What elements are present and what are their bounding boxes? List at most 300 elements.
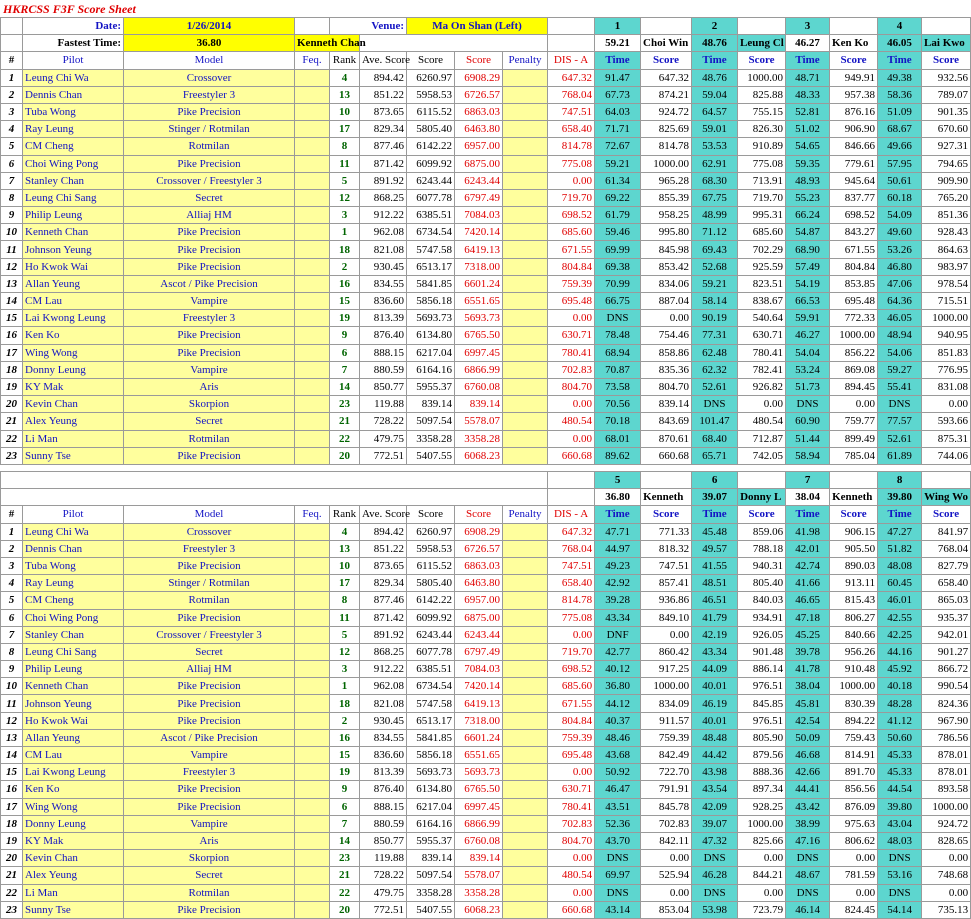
round-time: 59.35 [786,155,830,172]
pilot-number: 19 [1,378,23,395]
round-score: 879.56 [738,747,786,764]
round-best-time: 46.05 [878,35,922,52]
pilot-dis-a: 719.70 [548,189,595,206]
pilot-name: Leung Chi Wa [23,69,124,86]
pilot-model: Pike Precision [124,258,295,275]
round-time: DNS [595,310,641,327]
pilot-score-total: 6726.57 [455,540,503,557]
pilot-score-total: 6765.50 [455,781,503,798]
pilot-freq [295,275,330,292]
pilot-model: Rotmilan [124,138,295,155]
round-score: 789.07 [922,86,971,103]
pilot-penalty [503,207,548,224]
round-score: 888.36 [738,764,786,781]
round-score: 995.31 [738,207,786,224]
pilot-ave-score: 813.39 [360,764,407,781]
round-number-spacer [922,472,971,489]
pilot-score-total: 6551.65 [455,293,503,310]
round-score: 901.35 [922,103,971,120]
pilot-score-total: 6866.99 [455,815,503,832]
pilot-number: 19 [1,832,23,849]
pilot-freq [295,138,330,155]
round-score: 983.97 [922,258,971,275]
round-score: 876.09 [830,798,878,815]
round-time: 59.01 [692,121,738,138]
round-score: 658.40 [922,575,971,592]
round-best-time: 36.80 [595,489,641,506]
round-score: 805.90 [738,729,786,746]
pilot-penalty [503,275,548,292]
round-score: 917.25 [641,661,692,678]
pilot-score: 5841.85 [407,275,455,292]
pilot-rank: 13 [330,540,360,557]
pilot-dis-a: 480.54 [548,867,595,884]
header-time: Time [878,52,922,69]
round-time: 52.36 [595,815,641,832]
round-score: 906.90 [830,121,878,138]
pilot-score: 6134.80 [407,327,455,344]
pilot-score: 6260.97 [407,523,455,540]
pilot-penalty [503,361,548,378]
pilot-penalty [503,764,548,781]
pilot-name: Stanley Chan [23,626,124,643]
round-time: 52.68 [692,258,738,275]
round-time: 68.94 [595,344,641,361]
round-score: 702.83 [641,815,692,832]
pilot-model: Pike Precision [124,557,295,574]
pilot-freq [295,103,330,120]
pilot-freq [295,86,330,103]
round-score: 936.86 [641,592,692,609]
round-score: 834.09 [641,695,692,712]
round-time: 48.48 [692,729,738,746]
round-time: 51.44 [786,430,830,447]
round-score: 1000.00 [830,327,878,344]
pilot-number: 18 [1,815,23,832]
pilot-model: Pike Precision [124,327,295,344]
round-time: 39.78 [786,643,830,660]
pilot-score: 6142.22 [407,138,455,155]
pilot-rank: 8 [330,138,360,155]
pilot-score-total: 6997.45 [455,798,503,815]
round-score: 843.69 [641,413,692,430]
pilot-name: Ray Leung [23,121,124,138]
pilot-name: Philip Leung [23,661,124,678]
round-score: 878.01 [922,764,971,781]
round-score: 723.79 [738,901,786,918]
round-score: 0.00 [641,310,692,327]
pilot-penalty [503,86,548,103]
round-score: 897.34 [738,781,786,798]
table-row [1,609,971,626]
round-score: 828.65 [922,832,971,849]
table-row [1,781,971,798]
pilot-dis-a: 759.39 [548,275,595,292]
pilot-number: 13 [1,275,23,292]
pilot-name: Allan Yeung [23,275,124,292]
pilot-number: 9 [1,661,23,678]
table-row [1,224,971,241]
pilot-freq [295,413,330,430]
round-score: 771.33 [641,523,692,540]
round-time: 47.18 [786,609,830,626]
pilot-score-total: 5693.73 [455,310,503,327]
round-score: 806.27 [830,609,878,626]
pilot-ave-score: 873.65 [360,103,407,120]
pilot-freq [295,361,330,378]
pilot-rank: 6 [330,798,360,815]
pilot-dis-a: 719.70 [548,643,595,660]
round-time: 51.02 [786,121,830,138]
pilot-model: Secret [124,867,295,884]
pilot-ave-score: 850.77 [360,832,407,849]
round-time: 46.19 [692,695,738,712]
round-score: 660.68 [641,447,692,464]
round-score: 685.60 [738,224,786,241]
round-time: 48.94 [878,327,922,344]
round-best-pilot: Leung Cl [738,35,786,52]
round-score: 945.64 [830,172,878,189]
round-score: 831.08 [922,378,971,395]
pilot-number: 16 [1,327,23,344]
pilot-name: Kevin Chan [23,850,124,867]
round-score: 825.66 [738,832,786,849]
round-time: 41.98 [786,523,830,540]
round-score: 842.11 [641,832,692,849]
pilot-ave-score: 930.45 [360,712,407,729]
header-dis-a: DIS - A [548,52,595,69]
pilot-dis-a: 747.51 [548,557,595,574]
round-score: 827.79 [922,557,971,574]
pilot-dis-a: 695.48 [548,747,595,764]
pilot-model: Aris [124,378,295,395]
pilot-freq [295,557,330,574]
pilot-score-total: 6463.80 [455,121,503,138]
round-time: 65.71 [692,447,738,464]
round-score: 480.54 [738,413,786,430]
pilot-rank: 15 [330,747,360,764]
pilot-freq [295,258,330,275]
round-score: 874.21 [641,86,692,103]
pilot-ave-score: 871.42 [360,155,407,172]
round-time: 70.56 [595,396,641,413]
round-score: 855.39 [641,189,692,206]
round-time: 43.70 [595,832,641,849]
table-row [1,626,971,643]
round-time: 61.89 [878,447,922,464]
table-row [1,884,971,901]
header-time: Time [595,52,641,69]
pilot-rank: 10 [330,557,360,574]
round-time: 48.67 [786,867,830,884]
round-number: 3 [786,18,830,35]
fastest-time-value: 36.80 [124,35,295,52]
pilot-number: 8 [1,643,23,660]
round-score: 910.48 [830,661,878,678]
round-time: 61.34 [595,172,641,189]
pilot-model: Pike Precision [124,103,295,120]
round-time: 42.55 [878,609,922,626]
pilot-rank: 6 [330,344,360,361]
pilot-dis-a: 630.71 [548,781,595,798]
pilot-name: Stanley Chan [23,172,124,189]
header-freq: Feq. [295,52,330,69]
round-score: 840.03 [738,592,786,609]
pilot-score: 6243.44 [407,626,455,643]
pilot-name: Sunny Tse [23,901,124,918]
pilot-score: 5958.53 [407,86,455,103]
round-time: 72.67 [595,138,641,155]
pilot-ave-score: 876.40 [360,327,407,344]
round-time: 44.09 [692,661,738,678]
round-time: 68.30 [692,172,738,189]
pilot-number: 9 [1,207,23,224]
pilot-number: 20 [1,396,23,413]
pilot-number: 6 [1,609,23,626]
pilot-dis-a: 671.55 [548,241,595,258]
round-time: DNS [692,396,738,413]
round-score: 851.83 [922,344,971,361]
table-row [1,344,971,361]
round-best-pilot: Lai Kwo [922,35,971,52]
round-score: 965.28 [641,172,692,189]
round-time: 71.12 [692,224,738,241]
table-row [1,661,971,678]
pilot-name: Kenneth Chan [23,678,124,695]
pilot-rank: 22 [330,430,360,447]
round-time: 46.80 [878,258,922,275]
pilot-number: 16 [1,781,23,798]
round-time: 45.25 [786,626,830,643]
round-time: 64.36 [878,293,922,310]
pilot-freq [295,224,330,241]
pilot-rank: 2 [330,258,360,275]
pilot-name: Ho Kwok Wai [23,712,124,729]
round-time: DNS [878,884,922,901]
pilot-ave-score: 962.08 [360,224,407,241]
pilot-penalty [503,189,548,206]
pilot-number: 1 [1,523,23,540]
round-time: 59.27 [878,361,922,378]
round-time: 38.04 [786,678,830,695]
pilot-rank: 17 [330,121,360,138]
table-row [1,523,971,540]
round-score: 786.56 [922,729,971,746]
round-time: 73.58 [595,378,641,395]
pilot-score: 5097.54 [407,413,455,430]
table-row [1,327,971,344]
round-time: 49.60 [878,224,922,241]
round-time: 42.01 [786,540,830,557]
round-score: 805.40 [738,575,786,592]
pilot-number: 22 [1,430,23,447]
round-score: 540.64 [738,310,786,327]
pilot-freq [295,643,330,660]
round-time: 51.73 [786,378,830,395]
pilot-model: Crossover [124,69,295,86]
round-score: 890.03 [830,557,878,574]
pilot-penalty [503,413,548,430]
round-score: 826.30 [738,121,786,138]
round-time: 42.92 [595,575,641,592]
round-time: 57.49 [786,258,830,275]
pilot-rank: 19 [330,310,360,327]
pilot-ave-score: 836.60 [360,747,407,764]
round-score: 834.06 [641,275,692,292]
pilot-number: 18 [1,361,23,378]
round-score: 0.00 [922,850,971,867]
round-best-time: 46.27 [786,35,830,52]
round-time: 58.36 [878,86,922,103]
round-time: 45.92 [878,661,922,678]
table-row [1,540,971,557]
pilot-score: 6243.44 [407,172,455,189]
round-time: 53.53 [692,138,738,155]
header-rank: Rank [330,52,360,69]
table-row [1,361,971,378]
round-time: 60.90 [786,413,830,430]
round-score: 956.26 [830,643,878,660]
round-score: 830.39 [830,695,878,712]
round-time: 58.94 [786,447,830,464]
round-score: 804.84 [830,258,878,275]
round-score: 1000.00 [738,69,786,86]
round-time: 59.21 [692,275,738,292]
round-time: 53.98 [692,901,738,918]
pilot-model: Pike Precision [124,781,295,798]
pilot-score: 5856.18 [407,293,455,310]
round-best-time: 38.04 [786,489,830,506]
table-row [1,121,971,138]
pilot-score: 6099.92 [407,609,455,626]
round-time: 59.46 [595,224,641,241]
header-time: Time [595,506,641,523]
round-time: 78.48 [595,327,641,344]
round-time: 48.46 [595,729,641,746]
round-score: 785.04 [830,447,878,464]
round-score: 824.45 [830,901,878,918]
pilot-penalty [503,121,548,138]
table-row [1,575,971,592]
pilot-dis-a: 660.68 [548,447,595,464]
spacer-cell [548,18,595,35]
pilot-dis-a: 0.00 [548,310,595,327]
round-time: 50.09 [786,729,830,746]
round-score: 0.00 [830,396,878,413]
round-time: 66.75 [595,293,641,310]
pilot-rank: 16 [330,275,360,292]
pilot-score-total: 3358.28 [455,430,503,447]
pilot-score-total: 7420.14 [455,678,503,695]
pilot-ave-score: 479.75 [360,430,407,447]
round-number: 4 [878,18,922,35]
spacer-cell [1,472,548,489]
round-time: 62.48 [692,344,738,361]
round-score: 744.06 [922,447,971,464]
round-score: 780.41 [738,344,786,361]
pilot-dis-a: 780.41 [548,798,595,815]
pilot-score-total: 3358.28 [455,884,503,901]
pilot-freq [295,121,330,138]
round-time: 64.57 [692,103,738,120]
round-score: 768.04 [922,540,971,557]
pilot-number: 2 [1,540,23,557]
pilot-score-total: 6243.44 [455,172,503,189]
pilot-penalty [503,661,548,678]
round-time: 62.91 [692,155,738,172]
round-score: 949.91 [830,69,878,86]
pilot-name: Li Man [23,430,124,447]
table-row [1,832,971,849]
pilot-score: 5407.55 [407,901,455,918]
round-score: 901.48 [738,643,786,660]
pilot-score-total: 7084.03 [455,661,503,678]
round-time: 42.74 [786,557,830,574]
round-best-pilot: Choi Win [641,35,692,52]
pilot-number: 12 [1,712,23,729]
round-best-time: 39.07 [692,489,738,506]
pilot-number: 10 [1,678,23,695]
round-score: 1000.00 [830,678,878,695]
round-time: 39.07 [692,815,738,832]
pilot-model: Vampire [124,361,295,378]
pilot-name: Sunny Tse [23,447,124,464]
pilot-ave-score: 880.59 [360,361,407,378]
pilot-name: Ken Ko [23,781,124,798]
round-time: 47.27 [878,523,922,540]
pilot-penalty [503,430,548,447]
round-time: 46.28 [692,867,738,884]
table-row [1,103,971,120]
round-time: 60.45 [878,575,922,592]
table-row [1,592,971,609]
pilot-score: 6385.51 [407,207,455,224]
round-time: 44.12 [595,695,641,712]
pilot-number: 3 [1,103,23,120]
pilot-model: Pike Precision [124,224,295,241]
pilot-ave-score: 888.15 [360,344,407,361]
round-time: 42.19 [692,626,738,643]
pilot-penalty [503,396,548,413]
pilot-dis-a: 647.32 [548,523,595,540]
pilot-dis-a: 695.48 [548,293,595,310]
round-time: 89.62 [595,447,641,464]
round-score: 755.15 [738,103,786,120]
round-score: 814.91 [830,747,878,764]
pilot-penalty [503,258,548,275]
round-score: 759.39 [641,729,692,746]
round-time: 47.32 [692,832,738,849]
pilot-name: Leung Chi Wa [23,523,124,540]
pilot-penalty [503,138,548,155]
round-score: 927.31 [922,138,971,155]
pilot-ave-score: 877.46 [360,138,407,155]
pilot-ave-score: 728.22 [360,867,407,884]
round-score: 891.70 [830,764,878,781]
pilot-model: Rotmilan [124,592,295,609]
pilot-penalty [503,592,548,609]
header-model: Model [124,52,295,69]
pilot-model: Skorpion [124,850,295,867]
pilot-rank: 18 [330,241,360,258]
pilot-score: 5693.73 [407,310,455,327]
round-time: 43.34 [595,609,641,626]
round-time: 67.73 [595,86,641,103]
pilot-score: 6134.80 [407,781,455,798]
round-time: 41.66 [786,575,830,592]
pilot-penalty [503,798,548,815]
pilot-score-total: 6957.00 [455,592,503,609]
